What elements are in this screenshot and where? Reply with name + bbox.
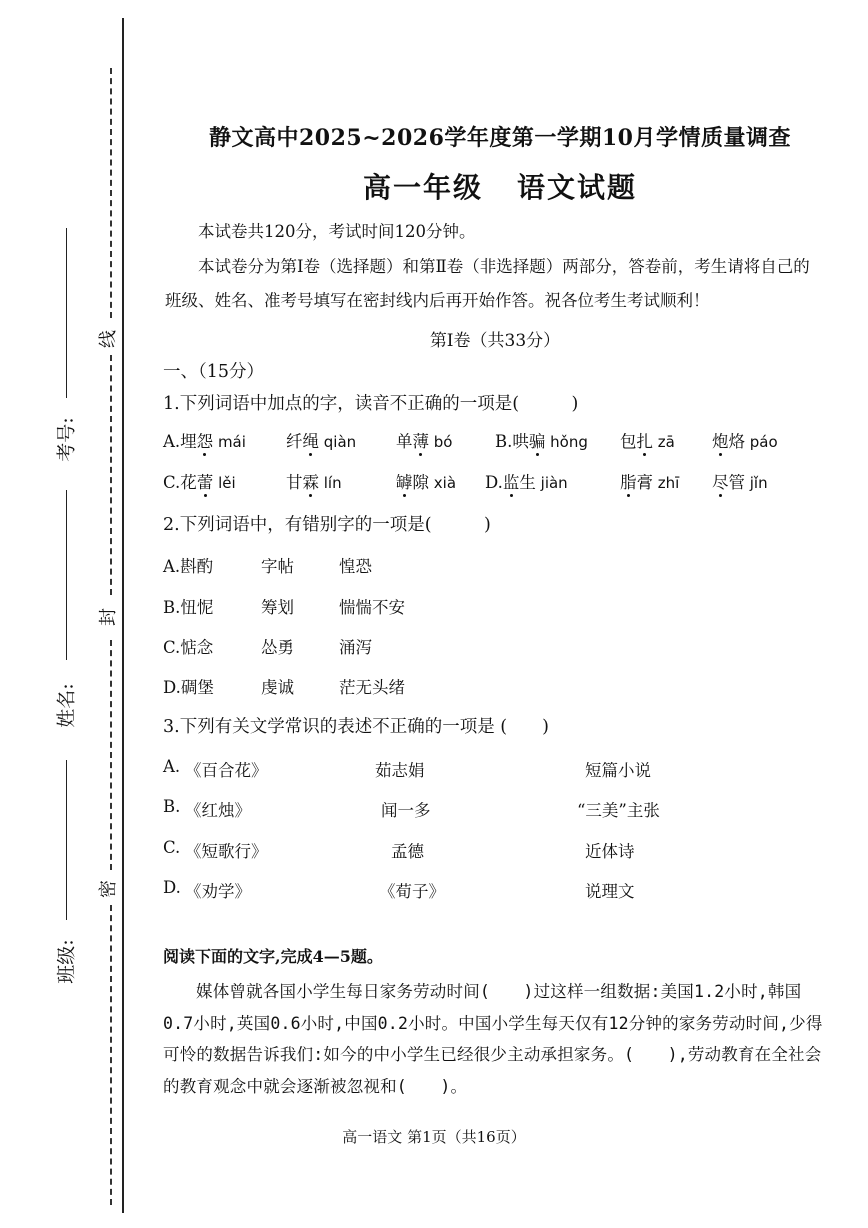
reading-title: 阅读下面的文字,完成4—5题。 [163,947,383,966]
q1-row2-option-6: 尽管 jǐn [712,473,768,492]
dotted-char: 骗 [528,432,546,451]
seal-word-line: 线 [98,330,119,348]
dotted-char: 炮 [712,432,729,451]
pinyin: lín [319,474,342,492]
seal-word-seal: 封 [98,608,119,626]
pinyin: hǒng [545,433,588,451]
intro-line-1: 本试卷共120分，考试时间120分钟。 [198,222,476,241]
dotted-char: 绳 [302,432,319,451]
dotted-char: 薄 [412,432,429,451]
exam-number-label: 考号: [55,417,78,462]
exam-title: 静文高中2025~2026学年度第一学期10月学情质量调查 [208,125,791,151]
page-footer: 高一语文 第1页（共16页） [342,1128,526,1146]
q1-row1-option-3: 单薄 bó [396,432,453,451]
q1-stem: 1.下列词语中加点的字，读音不正确的一项是( ) [163,394,579,414]
binding-vertical-line [122,18,124,1213]
pinyin: páo [745,433,778,451]
section-title: 第Ⅰ卷（共33分） [429,331,561,351]
seal-dashed-line [110,640,112,870]
q2-stem: 2.下列词语中，有错别字的一项是( ) [163,515,491,535]
seal-dashed-line [110,68,112,318]
q1-row2-option-4: D.监生 jiàn [485,473,568,492]
seal-dashed-line [110,905,112,1205]
exam-number-line[interactable] [66,228,67,398]
q1-row2-option-2: 甘霖 lín [286,473,342,492]
q1-row2-option-1: C.花蕾 lěi [163,473,236,492]
pinyin: lěi [213,474,236,492]
intro-line-2: 本试卷分为第Ⅰ卷（选择题）和第Ⅱ卷（非选择题）两部分，答卷前，考生请将自己的班级、姓名、准考号填写在密封线内后再开始作答。祝各位考生考试顺利！ [165,257,810,310]
dotted-char: 监 [502,473,520,492]
pinyin: mái [213,433,246,451]
q1-row2-option-3: 罅隙 xià [396,473,457,492]
q1-row1-option-1: A.埋怨 mái [163,432,246,451]
class-label: 班级: [55,939,78,984]
seal-dashed-line [110,355,112,595]
subject-label: 语文试题 [517,171,638,204]
name-line[interactable] [66,490,67,660]
dotted-char: 尽 [712,473,729,492]
q1-row2-option-5: 脂膏 zhī [620,473,680,492]
class-line[interactable] [66,760,67,920]
q1-row1-option-2: 纤绳 qiàn [286,432,357,451]
q3-stem: 3.下列有关文学常识的表述不正确的一项是 ( ) [163,717,549,737]
dotted-char: 脂 [620,473,637,492]
pinyin: bó [429,433,453,451]
name-label: 姓名: [55,683,78,728]
q1-row1-option-5: 包扎 zā [620,432,675,451]
dotted-char: 怨 [196,432,214,451]
dotted-char: 霖 [302,473,319,492]
pinyin: jiàn [535,474,568,492]
pinyin: xià [429,474,457,492]
dotted-char: 扎 [636,432,653,451]
part-heading: 一、（15分） [163,362,265,382]
exam-subtitle [180,166,820,206]
q1-row1-option-4: B.哄骗 hǒng [495,432,588,451]
q1-row1-option-6: 炮烙 páo [712,432,778,451]
dotted-char: 罅 [396,473,413,492]
pinyin: jǐn [745,474,768,492]
reading-passage: 媒体曾就各国小学生每日家务劳动时间( )过这样一组数据:美国1.2小时,韩国0.7小时,英国0.6小时,中国0.2小时。中国小学生每天仅有12分钟的家务劳动时间,少得可怜的数据告诉我们:如今的中小学生已经很少主动承担家务。( ),劳动教育在全社会的教育观念中就会逐渐被忽视和( )。 [163,982,823,1096]
pinyin: zhī [653,474,680,492]
pinyin: qiàn [319,433,357,451]
seal-word-secret: 密 [98,880,119,898]
pinyin: zā [653,433,675,451]
grade-label: 高一年级 [362,171,483,204]
dotted-char: 蕾 [196,473,214,492]
